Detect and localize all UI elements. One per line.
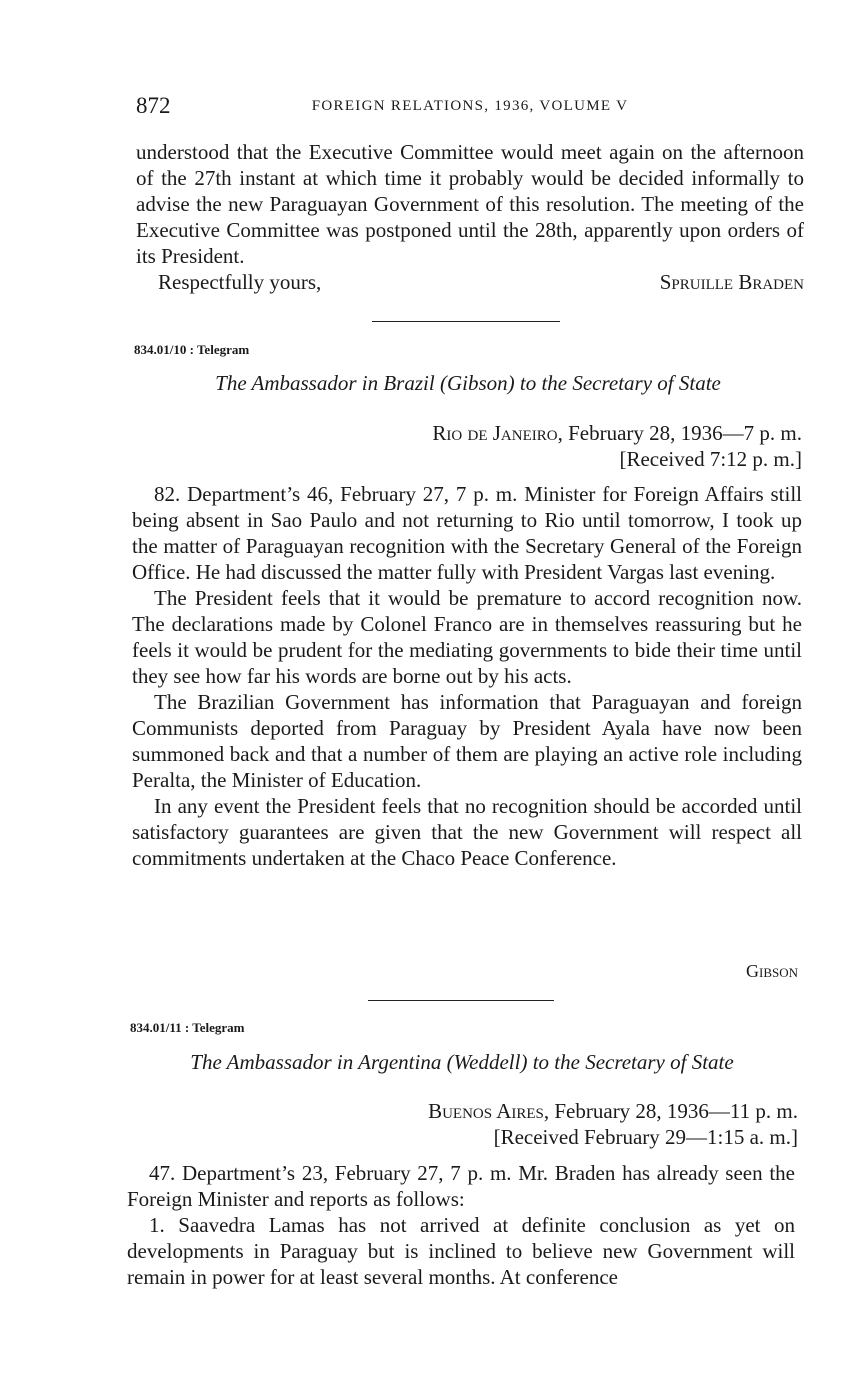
page-number: 872 [136,93,171,118]
dateline-2 [238,1098,798,1150]
dateline-place-2: Buenos Aires [428,1099,544,1123]
paragraph: 47. Department’s 23, February 27, 7 p. m. Mr. Braden has already seen the Foreign Minister and reports as follows: [127,1161,795,1211]
section-divider [368,1000,554,1001]
section-divider [372,321,560,322]
continuation-paragraph: understood that the Executive Committee would meet again on the afternoon of the 27th instant at which time it probably would be decided informally to advise the new Paraguayan Government of this resolution. The meeting of the Executive Committee was postponed until the 28th, apparently upon orders of its President. [136,140,804,268]
page-header [136,93,804,121]
dateline-date-1: , February 28, 1936—7 p. m. [557,421,802,445]
document-title-1: The Ambassador in Brazil (Gibson) to the Secretary of State [215,371,721,395]
dateline-1 [242,420,802,472]
paragraph: The Brazilian Government has information that Paraguayan and foreign Communists deported from Paraguay by President Ayala have now been summoned back and that a number of them are playing an active role including Peralta, the Minister of Education. [132,690,802,792]
document-title-2: The Ambassador in Argentina (Weddell) to the Secretary of State [190,1050,734,1074]
file-reference-1: 834.01/10 : Telegram [134,342,250,357]
closing-line [136,269,804,295]
paragraph: 1. Saavedra Lamas has not arrived at definite conclusion as yet on developments in Paraguay but is inclined to believe new Government will remain in power for at least several months. At conference [127,1213,795,1289]
paragraph: 82. Department’s 46, February 27, 7 p. m. Minister for Foreign Affairs still being absent in Sao Paulo and not returning to Rio until tomorrow, I took up the matter of Paraguayan recognition with the Secretary General of the Foreign Office. He had discussed the matter fully with President Vargas last evening. [132,482,802,584]
signature-gibson: Gibson [745,961,798,981]
complimentary-close: Respectfully yours, [158,270,322,294]
telegram-body-2 [127,1160,795,1290]
running-title: FOREIGN RELATIONS, 1936, VOLUME V [311,98,629,114]
dateline-date-2: , February 28, 1936—11 p. m. [543,1099,798,1123]
paragraph: The President feels that it would be premature to accord recognition now. The declarations made by Colonel Franco are in themselves reassuring but he feels it would be prudent for the mediating governments to bide their time until they see how far his words are borne out by his acts. [132,586,802,688]
paragraph: In any event the President feels that no recognition should be accorded until satisfactory guarantees are given that the new Government will respect all commitments undertaken at the Chaco Peace Conference. [132,794,802,870]
continuation-section [136,139,804,295]
received-note-2: [Received February 29—1:15 a. m.] [493,1125,798,1149]
file-reference-2: 834.01/11 : Telegram [130,1020,245,1035]
signature-braden: Spruille Braden [659,270,804,294]
received-note-1: [Received 7:12 p. m.] [619,447,802,471]
dateline-place-1: Rio de Janeiro [432,421,558,445]
telegram-body-1 [132,481,802,871]
